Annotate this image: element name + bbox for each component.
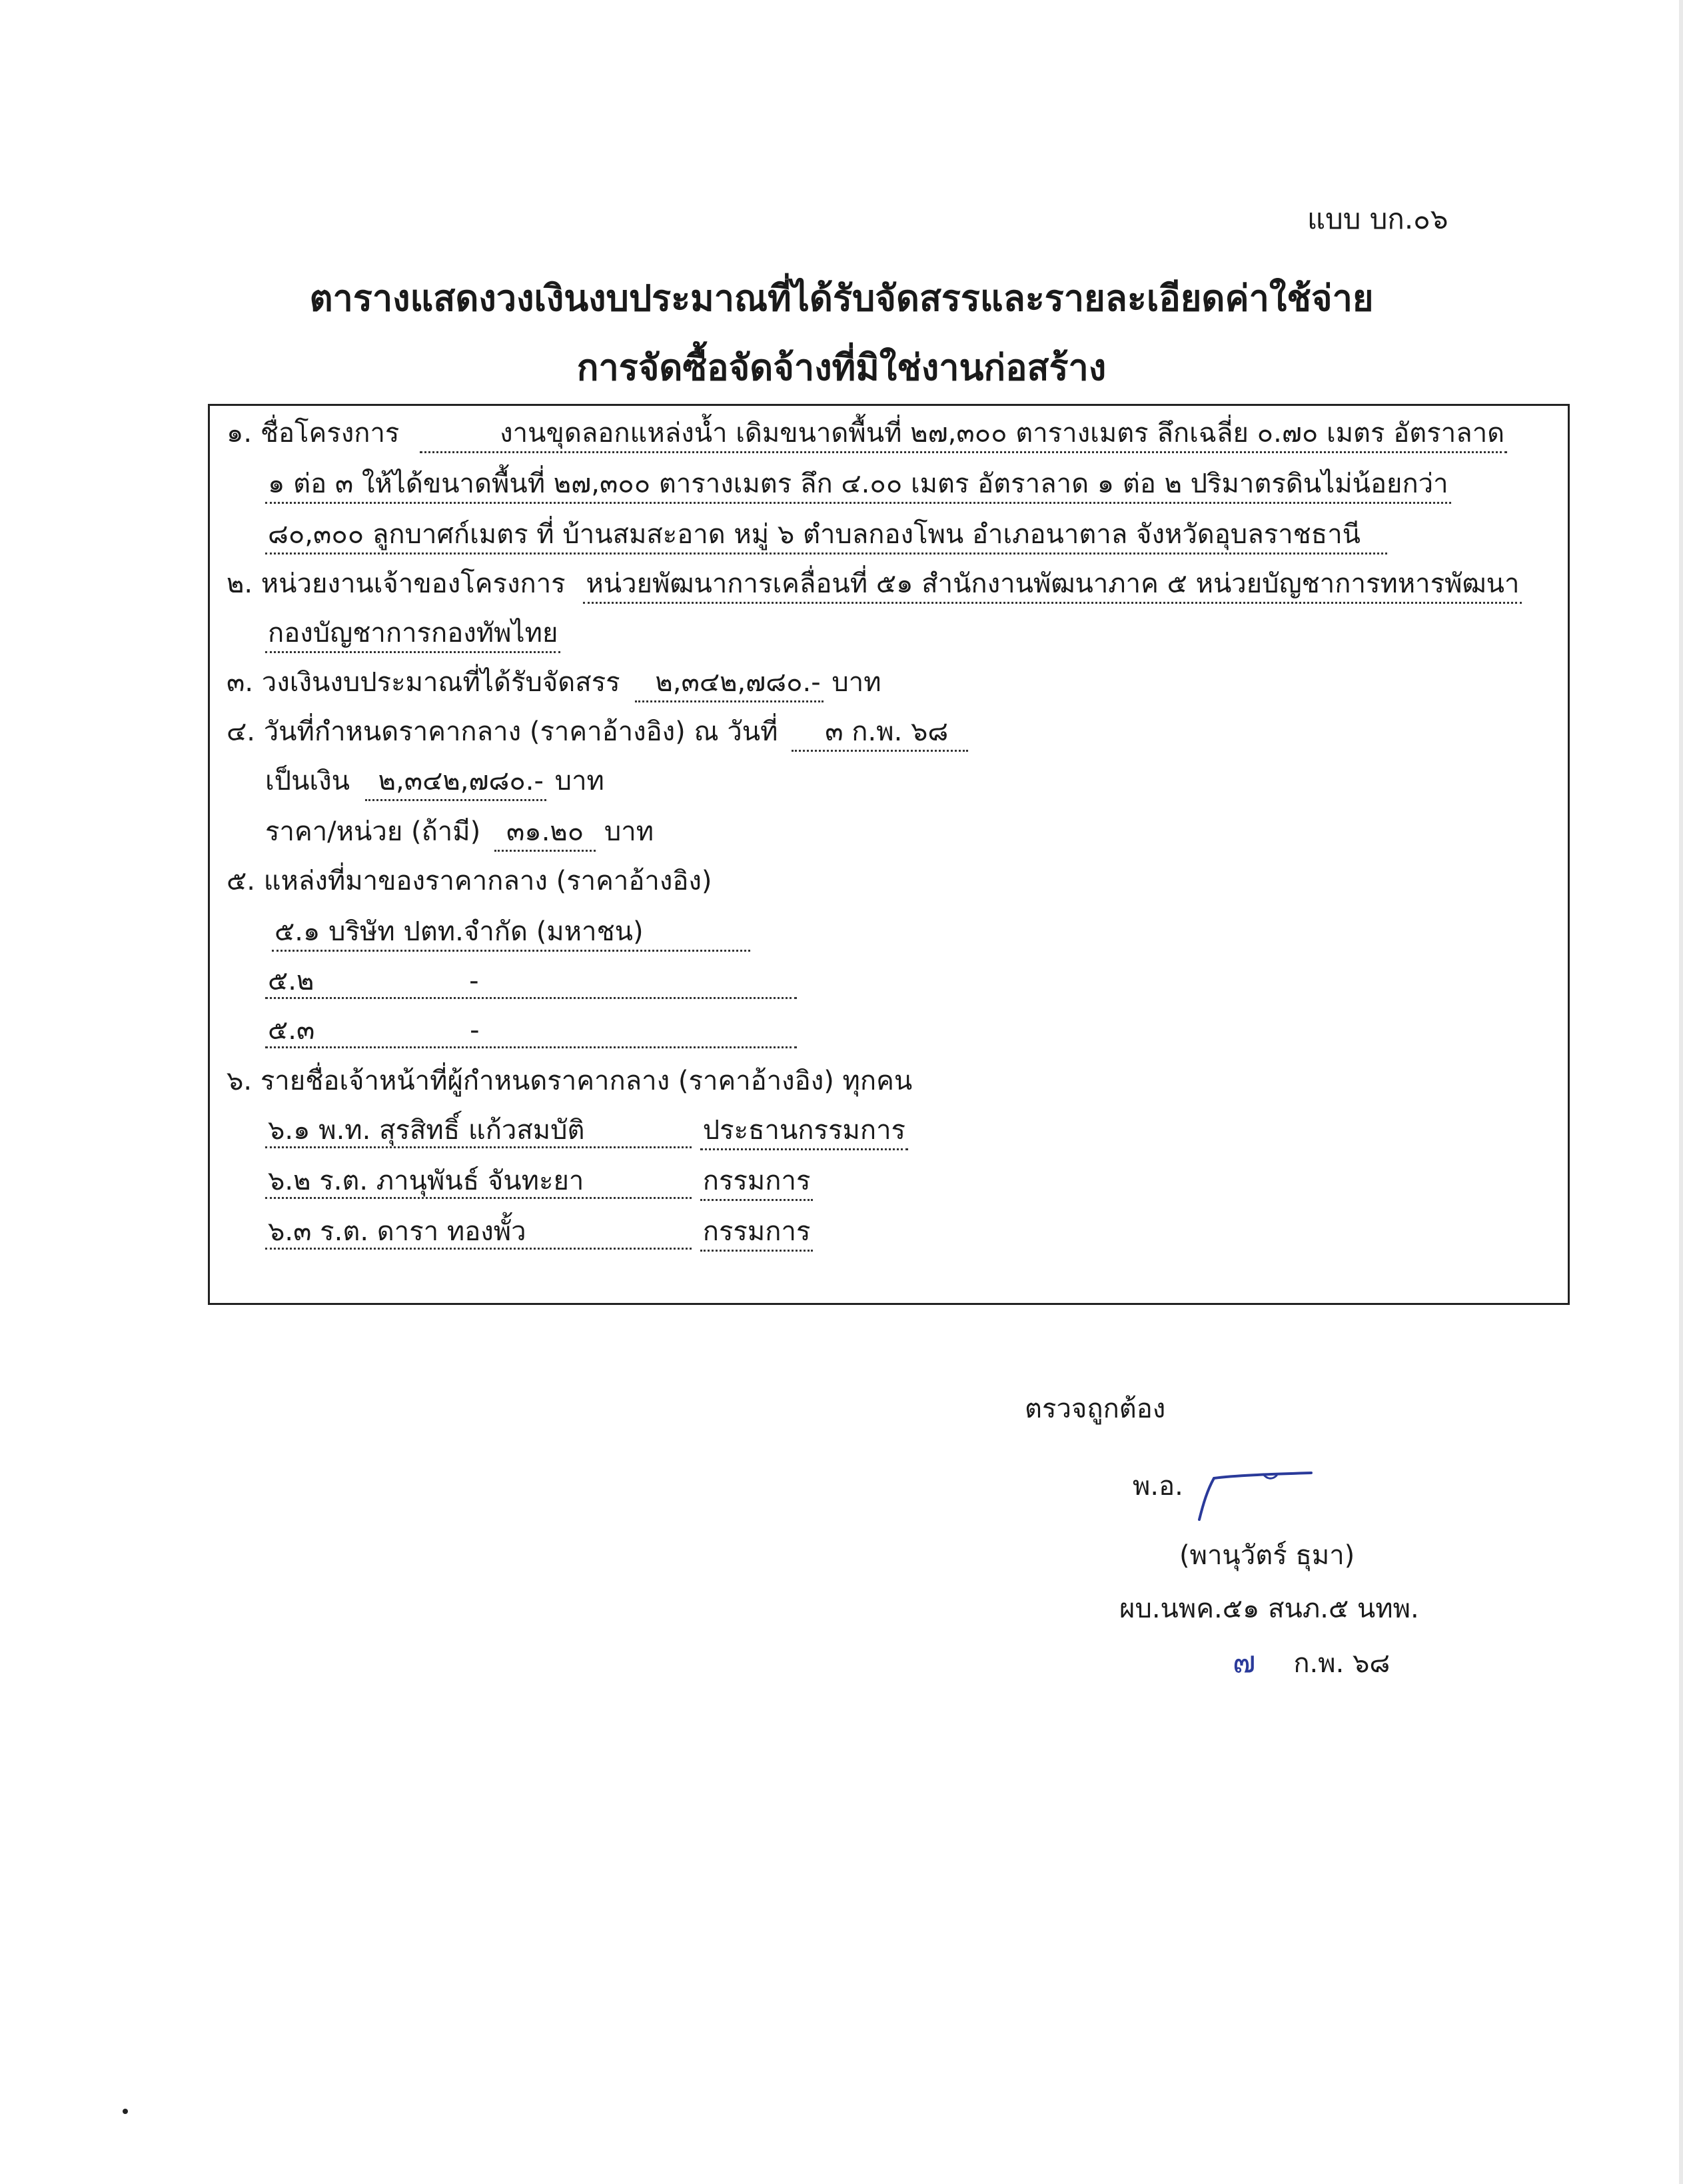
approver-rank: พ.อ. — [1133, 1471, 1183, 1502]
source-3-num: ๕.๓ — [268, 1015, 315, 1046]
item2-label: ๒. หน่วยงานเจ้าของโครงการ — [227, 568, 566, 599]
project-name-line3: ๘๐,๓๐๐ ลูกบาศก์เมตร ที่ บ้านสมสะอาด หมู่ ๖ ตำบลกองโพน อำเภอนาตาล จังหวัดอุบลราชธานี — [265, 519, 1387, 554]
source-3-text: - — [470, 1015, 480, 1046]
item4-row — [227, 718, 968, 745]
signature-mark — [1194, 1464, 1314, 1524]
member-2-num: ๖.๒ — [268, 1166, 311, 1196]
budget-unit: บาท — [832, 667, 881, 698]
member-3-num: ๖.๓ — [268, 1216, 312, 1247]
budget-value: ๒,๓๔๒,๗๘๐.- — [635, 667, 823, 702]
member-2-name: ร.ต. ภานุพันธ์ จันทะยา — [319, 1166, 584, 1196]
member-3 — [265, 1218, 692, 1250]
member-1-role: ประธานกรรมการ — [700, 1115, 908, 1150]
unit-price-unit: บาท — [604, 816, 654, 847]
scan-speck — [123, 2109, 128, 2114]
source-2-num: ๕.๒ — [268, 966, 314, 996]
item5-label: ๕. แหล่งที่มาของราคากลาง (ราคาอ้างอิง) — [227, 866, 712, 896]
source-1-text: บริษัท ปตท.จำกัด (มหาชน) — [328, 916, 644, 947]
source-row-1 — [272, 918, 750, 945]
member-3-role: กรรมการ — [700, 1216, 814, 1252]
item3-label: ๓. วงเงินงบประมาณที่ได้รับจัดสรร — [227, 667, 620, 698]
source-2-text: - — [469, 966, 479, 996]
unit-price-label: ราคา/หน่วย (ถ้ามี) — [265, 816, 481, 847]
item4-label: ๔. วันที่กำหนดราคากลาง (ราคาอ้างอิง) ณ วันที่ — [227, 716, 778, 747]
scan-edge — [1679, 0, 1683, 2184]
amount-unit: บาท — [554, 766, 604, 796]
approver-name: (พานุวัตร์ ธุมา) — [1179, 1540, 1355, 1571]
item5-row — [227, 868, 712, 894]
item4-amount-row — [265, 768, 604, 794]
member-1 — [265, 1117, 692, 1148]
source-2 — [265, 968, 797, 999]
member-3-name: ร.ต. ดารา ทองพั้ว — [320, 1216, 526, 1247]
owner-unit-line1: หน่วยพัฒนาการเคลื่อนที่ ๕๑ สำนักงานพัฒนาภาค ๕ หน่วยบัญชาการทหารพัฒนา — [583, 568, 1522, 604]
member-row-1 — [265, 1117, 908, 1148]
member-1-num: ๖.๑ — [268, 1115, 310, 1146]
amount-label: เป็นเงิน — [265, 766, 350, 796]
item3-row — [227, 669, 881, 696]
amount-value: ๒,๓๔๒,๗๘๐.- — [365, 766, 546, 801]
source-3 — [265, 1017, 797, 1048]
item1-label: ๑. ชื่อโครงการ — [227, 418, 400, 449]
item1-row3 — [265, 521, 1387, 548]
source-row-2 — [265, 968, 797, 999]
member-2 — [265, 1168, 692, 1199]
item2-row — [227, 570, 1522, 597]
item6-row — [227, 1068, 912, 1094]
item1-row2 — [265, 471, 1451, 497]
project-name-line2: ๑ ต่อ ๓ ให้ได้ขนาดพื้นที่ ๒๗,๓๐๐ ตารางเมตร ลึก ๔.๐๐ เมตร อัตราลาด ๑ ต่อ ๒ ปริมาตรดินไม่น้อยกว่า — [265, 469, 1451, 504]
checked-label: ตรวจถูกต้อง — [1025, 1394, 1166, 1424]
item4-unitprice-row — [265, 818, 654, 845]
approval-date — [1233, 1643, 1391, 1679]
approver-position: ผบ.นพค.๕๑ สนภ.๕ นทพ. — [1119, 1594, 1419, 1624]
approval-month-year: ก.พ. ๖๘ — [1293, 1648, 1391, 1679]
source-1 — [272, 916, 750, 952]
member-1-name: พ.ท. สุรสิทธิ์ แก้วสมบัติ — [318, 1115, 585, 1146]
source-row-3 — [265, 1017, 797, 1048]
approval-day: ๗ — [1233, 1643, 1256, 1679]
member-row-2 — [265, 1168, 813, 1199]
item1-row — [227, 420, 1507, 447]
unit-price-value: ๓๑.๒๐ — [494, 816, 596, 852]
source-1-num: ๕.๑ — [275, 916, 320, 947]
item6-label: ๖. รายชื่อเจ้าหน้าที่ผู้กำหนดราคากลาง (ราคาอ้างอิง) ทุกคน — [227, 1066, 913, 1096]
project-name-line1: งานขุดลอกแหล่งน้ำ เดิมขนาดพื้นที่ ๒๗,๓๐๐ ตารางเมตร ลึกเฉลี่ย ๐.๗๐ เมตร อัตราลาด — [420, 418, 1507, 453]
member-2-role: กรรมการ — [700, 1166, 814, 1201]
owner-unit-line2: กองบัญชาการกองทัพไทย — [265, 618, 560, 653]
page-subtitle: การจัดซื้อจัดจ้างที่มิใช่งานก่อสร้าง — [576, 347, 1107, 389]
reference-date: ๓ ก.พ. ๖๘ — [792, 716, 968, 752]
item2-row2 — [265, 620, 560, 646]
page-title: ตารางแสดงวงเงินงบประมาณที่ได้รับจัดสรรและรายละเอียดค่าใช้จ่าย — [309, 277, 1374, 319]
member-row-3 — [265, 1218, 813, 1250]
form-code: แบบ บก.๐๖ — [1307, 203, 1448, 235]
